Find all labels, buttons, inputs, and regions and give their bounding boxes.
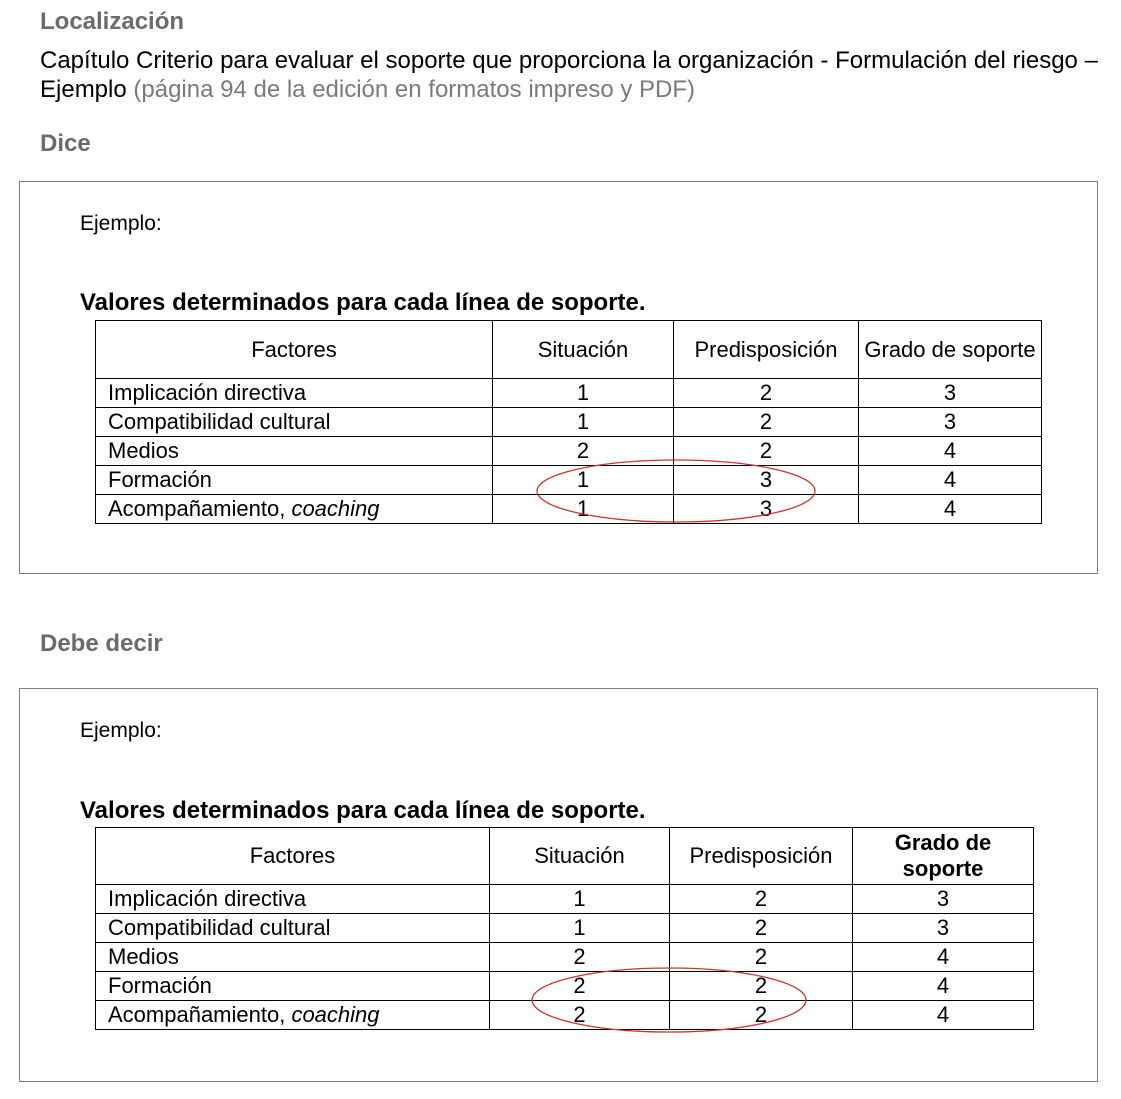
grado-cell: 4 xyxy=(853,943,1034,972)
factor-name: Formación xyxy=(108,973,212,998)
location-heading: Localización xyxy=(40,8,185,35)
predisposicion-cell: 2 xyxy=(674,408,859,437)
factor-cell xyxy=(96,885,490,914)
factor-cell xyxy=(96,437,493,466)
grado-cell: 3 xyxy=(853,885,1034,914)
grado-cell: 3 xyxy=(859,408,1042,437)
factor-cell xyxy=(96,972,490,1001)
situacion-cell: 2 xyxy=(490,1001,670,1030)
situacion-cell: 1 xyxy=(490,885,670,914)
dice-example-label: Ejemplo: xyxy=(80,212,162,235)
situacion-cell: 1 xyxy=(493,408,674,437)
situacion-cell: 1 xyxy=(493,495,674,524)
grado-cell: 4 xyxy=(853,972,1034,1001)
debe-header-predisposicion: Predisposición xyxy=(670,828,853,885)
predisposicion-cell: 2 xyxy=(670,885,853,914)
debe-table-header-row xyxy=(96,828,1034,885)
dice-table-header-row xyxy=(96,321,1042,379)
table-row xyxy=(96,379,1042,408)
predisposicion-cell: 3 xyxy=(674,466,859,495)
predisposicion-cell: 2 xyxy=(670,914,853,943)
factor-cell xyxy=(96,914,490,943)
dice-header-factores: Factores xyxy=(96,321,493,379)
debe-box xyxy=(19,688,1098,1082)
location-text xyxy=(40,46,1100,104)
dice-header-predisposicion: Predisposición xyxy=(674,321,859,379)
situacion-cell: 2 xyxy=(490,972,670,1001)
grado-cell: 4 xyxy=(853,1001,1034,1030)
grado-cell: 4 xyxy=(859,466,1042,495)
factor-name-emphasis: coaching xyxy=(291,496,380,521)
factor-name: Acompañamiento, xyxy=(108,496,292,521)
situacion-cell: 2 xyxy=(493,437,674,466)
factor-name: Implicación directiva xyxy=(108,886,307,911)
factor-name: Compatibilidad cultural xyxy=(108,915,331,940)
table-row xyxy=(96,1001,1034,1030)
table-row xyxy=(96,972,1034,1001)
situacion-cell: 1 xyxy=(493,466,674,495)
location-page-reference: (página 94 de la edición en formatos impreso y PDF) xyxy=(133,76,695,103)
debe-header-situacion: Situación xyxy=(490,828,670,885)
factor-name: Acompañamiento, xyxy=(108,1002,292,1027)
factor-name-emphasis: coaching xyxy=(291,1002,380,1027)
table-row xyxy=(96,408,1042,437)
debe-table xyxy=(95,827,1034,1030)
factor-cell xyxy=(96,466,493,495)
predisposicion-cell: 2 xyxy=(670,1001,853,1030)
dice-heading: Dice xyxy=(40,130,91,157)
predisposicion-cell: 2 xyxy=(670,943,853,972)
table-row xyxy=(96,495,1042,524)
debe-header-factores: Factores xyxy=(96,828,490,885)
factor-name: Compatibilidad cultural xyxy=(108,409,331,434)
grado-cell: 3 xyxy=(853,914,1034,943)
dice-header-situacion: Situación xyxy=(493,321,674,379)
situacion-cell: 2 xyxy=(490,943,670,972)
table-row xyxy=(96,466,1042,495)
debe-example-label: Ejemplo: xyxy=(80,719,162,742)
predisposicion-cell: 3 xyxy=(674,495,859,524)
predisposicion-cell: 2 xyxy=(674,379,859,408)
factor-name: Formación xyxy=(108,467,212,492)
factor-name: Medios xyxy=(108,438,179,463)
predisposicion-cell: 2 xyxy=(674,437,859,466)
table-row xyxy=(96,885,1034,914)
factor-name: Implicación directiva xyxy=(108,380,307,405)
factor-name: Medios xyxy=(108,944,179,969)
dice-table xyxy=(95,320,1042,524)
grado-cell: 4 xyxy=(859,495,1042,524)
location-description: Capítulo Criterio para evaluar el soporte que proporciona la organización - Formulación del riesgo – Ejemplo xyxy=(40,47,1098,103)
dice-header-grado: Grado de soporte xyxy=(859,321,1042,379)
debe-heading: Debe decir xyxy=(40,630,163,657)
factor-cell xyxy=(96,495,493,524)
situacion-cell: 1 xyxy=(490,914,670,943)
table-row xyxy=(96,943,1034,972)
predisposicion-cell: 2 xyxy=(670,972,853,1001)
debe-header-grado: Grado de soporte xyxy=(853,828,1034,885)
dice-box xyxy=(19,181,1098,574)
grado-cell: 4 xyxy=(859,437,1042,466)
factor-cell xyxy=(96,943,490,972)
dice-table-title: Valores determinados para cada línea de soporte. xyxy=(80,289,646,316)
table-row xyxy=(96,437,1042,466)
factor-cell xyxy=(96,408,493,437)
factor-cell xyxy=(96,379,493,408)
debe-table-title: Valores determinados para cada línea de soporte. xyxy=(80,797,646,824)
situacion-cell: 1 xyxy=(493,379,674,408)
factor-cell xyxy=(96,1001,490,1030)
grado-cell: 3 xyxy=(859,379,1042,408)
table-row xyxy=(96,914,1034,943)
